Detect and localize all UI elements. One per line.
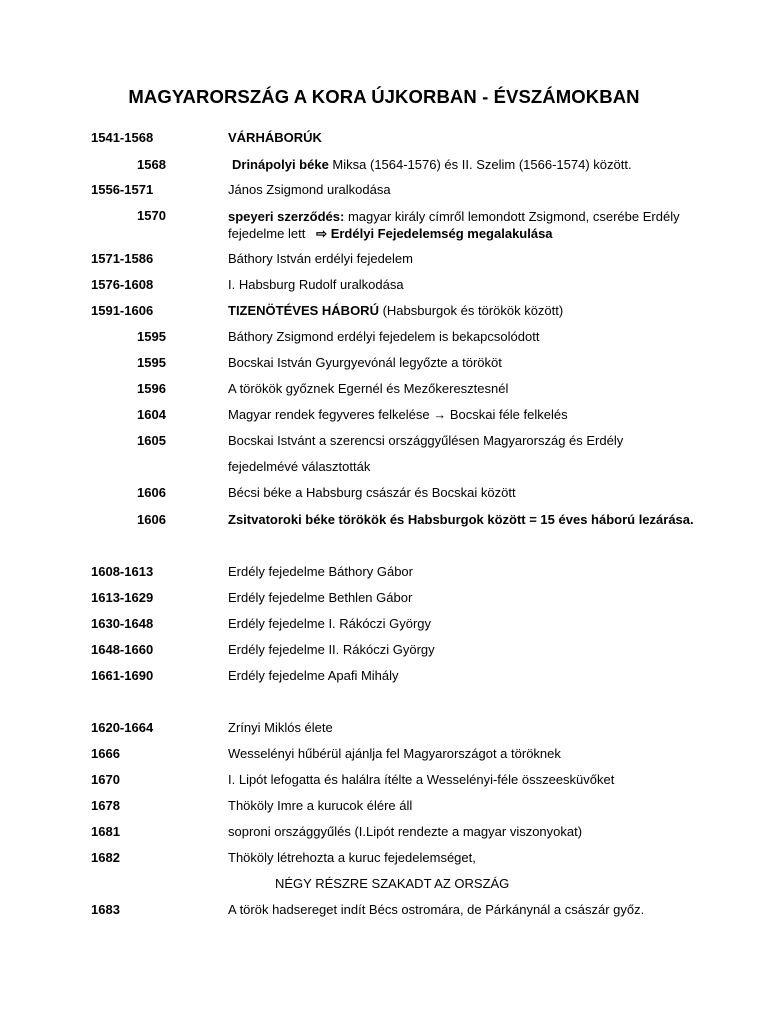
timeline-row [0,301,768,321]
description: A török hadsereget indít Bécs ostromára, de Párkánynál a császár győz. [228,902,645,917]
year: 1576-1608 [91,277,154,292]
year: 1678 [91,798,120,813]
description: I. Lipót lefogatta és halálra ítélte a Wesselényi-féle összeesküvőket [228,772,615,787]
year: 1683 [91,902,120,917]
description: Magyar rendek fegyveres felkelése → Bocskai féle felkelés [228,407,568,422]
timeline-row [0,666,768,686]
timeline-row [0,900,768,920]
event-bold: TIZENÖTÉVES HÁBORÚ [228,303,379,318]
description: Wesselényi hűbérül ajánlja fel Magyarországot a töröknek [228,746,561,761]
event-text: (Habsburgok és törökök között) [378,303,564,318]
year: 1606 [137,512,166,527]
timeline-row [0,155,768,175]
year: 1606 [137,485,166,500]
timeline-row [0,405,768,425]
year: 1605 [137,433,166,448]
timeline-row [0,718,768,738]
year: 1541-1568 [91,130,154,145]
timeline-row [0,848,768,868]
description: fejedelmévé választották [228,459,371,474]
year: 1666 [91,746,120,761]
description: I. Habsburg Rudolf uralkodása [228,277,404,292]
timeline-row [0,206,768,246]
year: 1661-1690 [91,668,154,683]
timeline-row [0,275,768,295]
year: 1570 [137,208,166,223]
timeline-row-continuation [0,874,768,894]
event-text: magyar király címről lemondott Zsigmond, cserébe Erdély fejedelme lett [228,209,680,241]
section-note: NÉGY RÉSZRE SZAKADT AZ ORSZÁG [275,876,510,891]
description: Zrínyi Miklós élete [228,720,333,735]
description [228,510,698,530]
description: Erdély fejedelme II. Rákóczi György [228,642,435,657]
description: Bocskai István Gyurgyevónál legyőzte a törököt [228,355,502,370]
event-bold: speyeri szerződés: [228,209,345,224]
timeline-row [0,796,768,816]
description: Báthory Zsigmond erdélyi fejedelem is bekapcsolódott [228,329,540,344]
description [228,128,698,148]
description: Bécsi béke a Habsburg császár és Bocskai között [228,485,516,500]
description: Erdély fejedelme I. Rákóczi György [228,616,432,631]
timeline-row [0,353,768,373]
year: 1630-1648 [91,616,154,631]
arrow-icon: ⇨ [316,226,328,241]
year: 1613-1629 [91,590,154,605]
event-bold: VÁRHÁBORÚK [228,130,322,145]
timeline-row [0,483,768,503]
timeline-row [0,588,768,608]
description: Erdély fejedelme Apafi Mihály [228,668,399,683]
year: 1595 [137,355,166,370]
timeline-row [0,431,768,451]
event-bold: Erdélyi Fejedelemség megalakulása [330,226,553,241]
event-bold: Drinápolyi béke [232,157,329,172]
timeline-row-continuation [0,457,768,477]
year: 1604 [137,407,166,422]
year: 1595 [137,329,166,344]
description: Thököly létrehozta a kuruc fejedelemséget, [228,850,476,865]
description: soproni országgyűlés (I.Lipót rendezte a magyar viszonyokat) [228,824,583,839]
timeline-row [0,180,768,200]
description: János Zsigmond uralkodása [228,182,391,197]
year: 1648-1660 [91,642,154,657]
description: Erdély fejedelme Bethlen Gábor [228,590,413,605]
document-title: MAGYARORSZÁG A KORA ÚJKORBAN - ÉVSZÁMOKBAN [128,86,640,107]
timeline-row [0,640,768,660]
timeline-row [0,128,768,148]
year: 1591-1606 [91,303,154,318]
year: 1620-1664 [91,720,154,735]
year: 1608-1613 [91,564,154,579]
description [228,301,698,321]
year: 1681 [91,824,120,839]
timeline-row [0,744,768,764]
year: 1556-1571 [91,182,154,197]
year: 1682 [91,850,120,865]
description: Erdély fejedelme Báthory Gábor [228,564,413,579]
description: Thököly Imre a kurucok élére áll [228,798,413,813]
year: 1596 [137,381,166,396]
description: Báthory István erdélyi fejedelem [228,251,413,266]
description [228,208,688,242]
timeline-row [0,379,768,399]
timeline-row [0,770,768,790]
event-text: Miksa (1564-1576) és II. Szelim (1566-1574) között. [328,157,632,172]
description: Bocskai Istvánt a szerencsi országgyűlésen Magyarország és Erdély [228,433,624,448]
year: 1670 [91,772,120,787]
timeline-row [0,822,768,842]
description [232,155,702,175]
timeline-row [0,510,768,530]
timeline-row [0,562,768,582]
event-bold: Zsitvatoroki béke törökök és Habsburgok között = 15 éves háború lezárása. [228,512,694,527]
timeline-row [0,327,768,347]
year: 1571-1586 [91,251,154,266]
year: 1568 [137,157,166,172]
description: A törökök győznek Egernél és Mezőkeresztesnél [228,381,509,396]
timeline-row [0,249,768,269]
timeline-row [0,614,768,634]
